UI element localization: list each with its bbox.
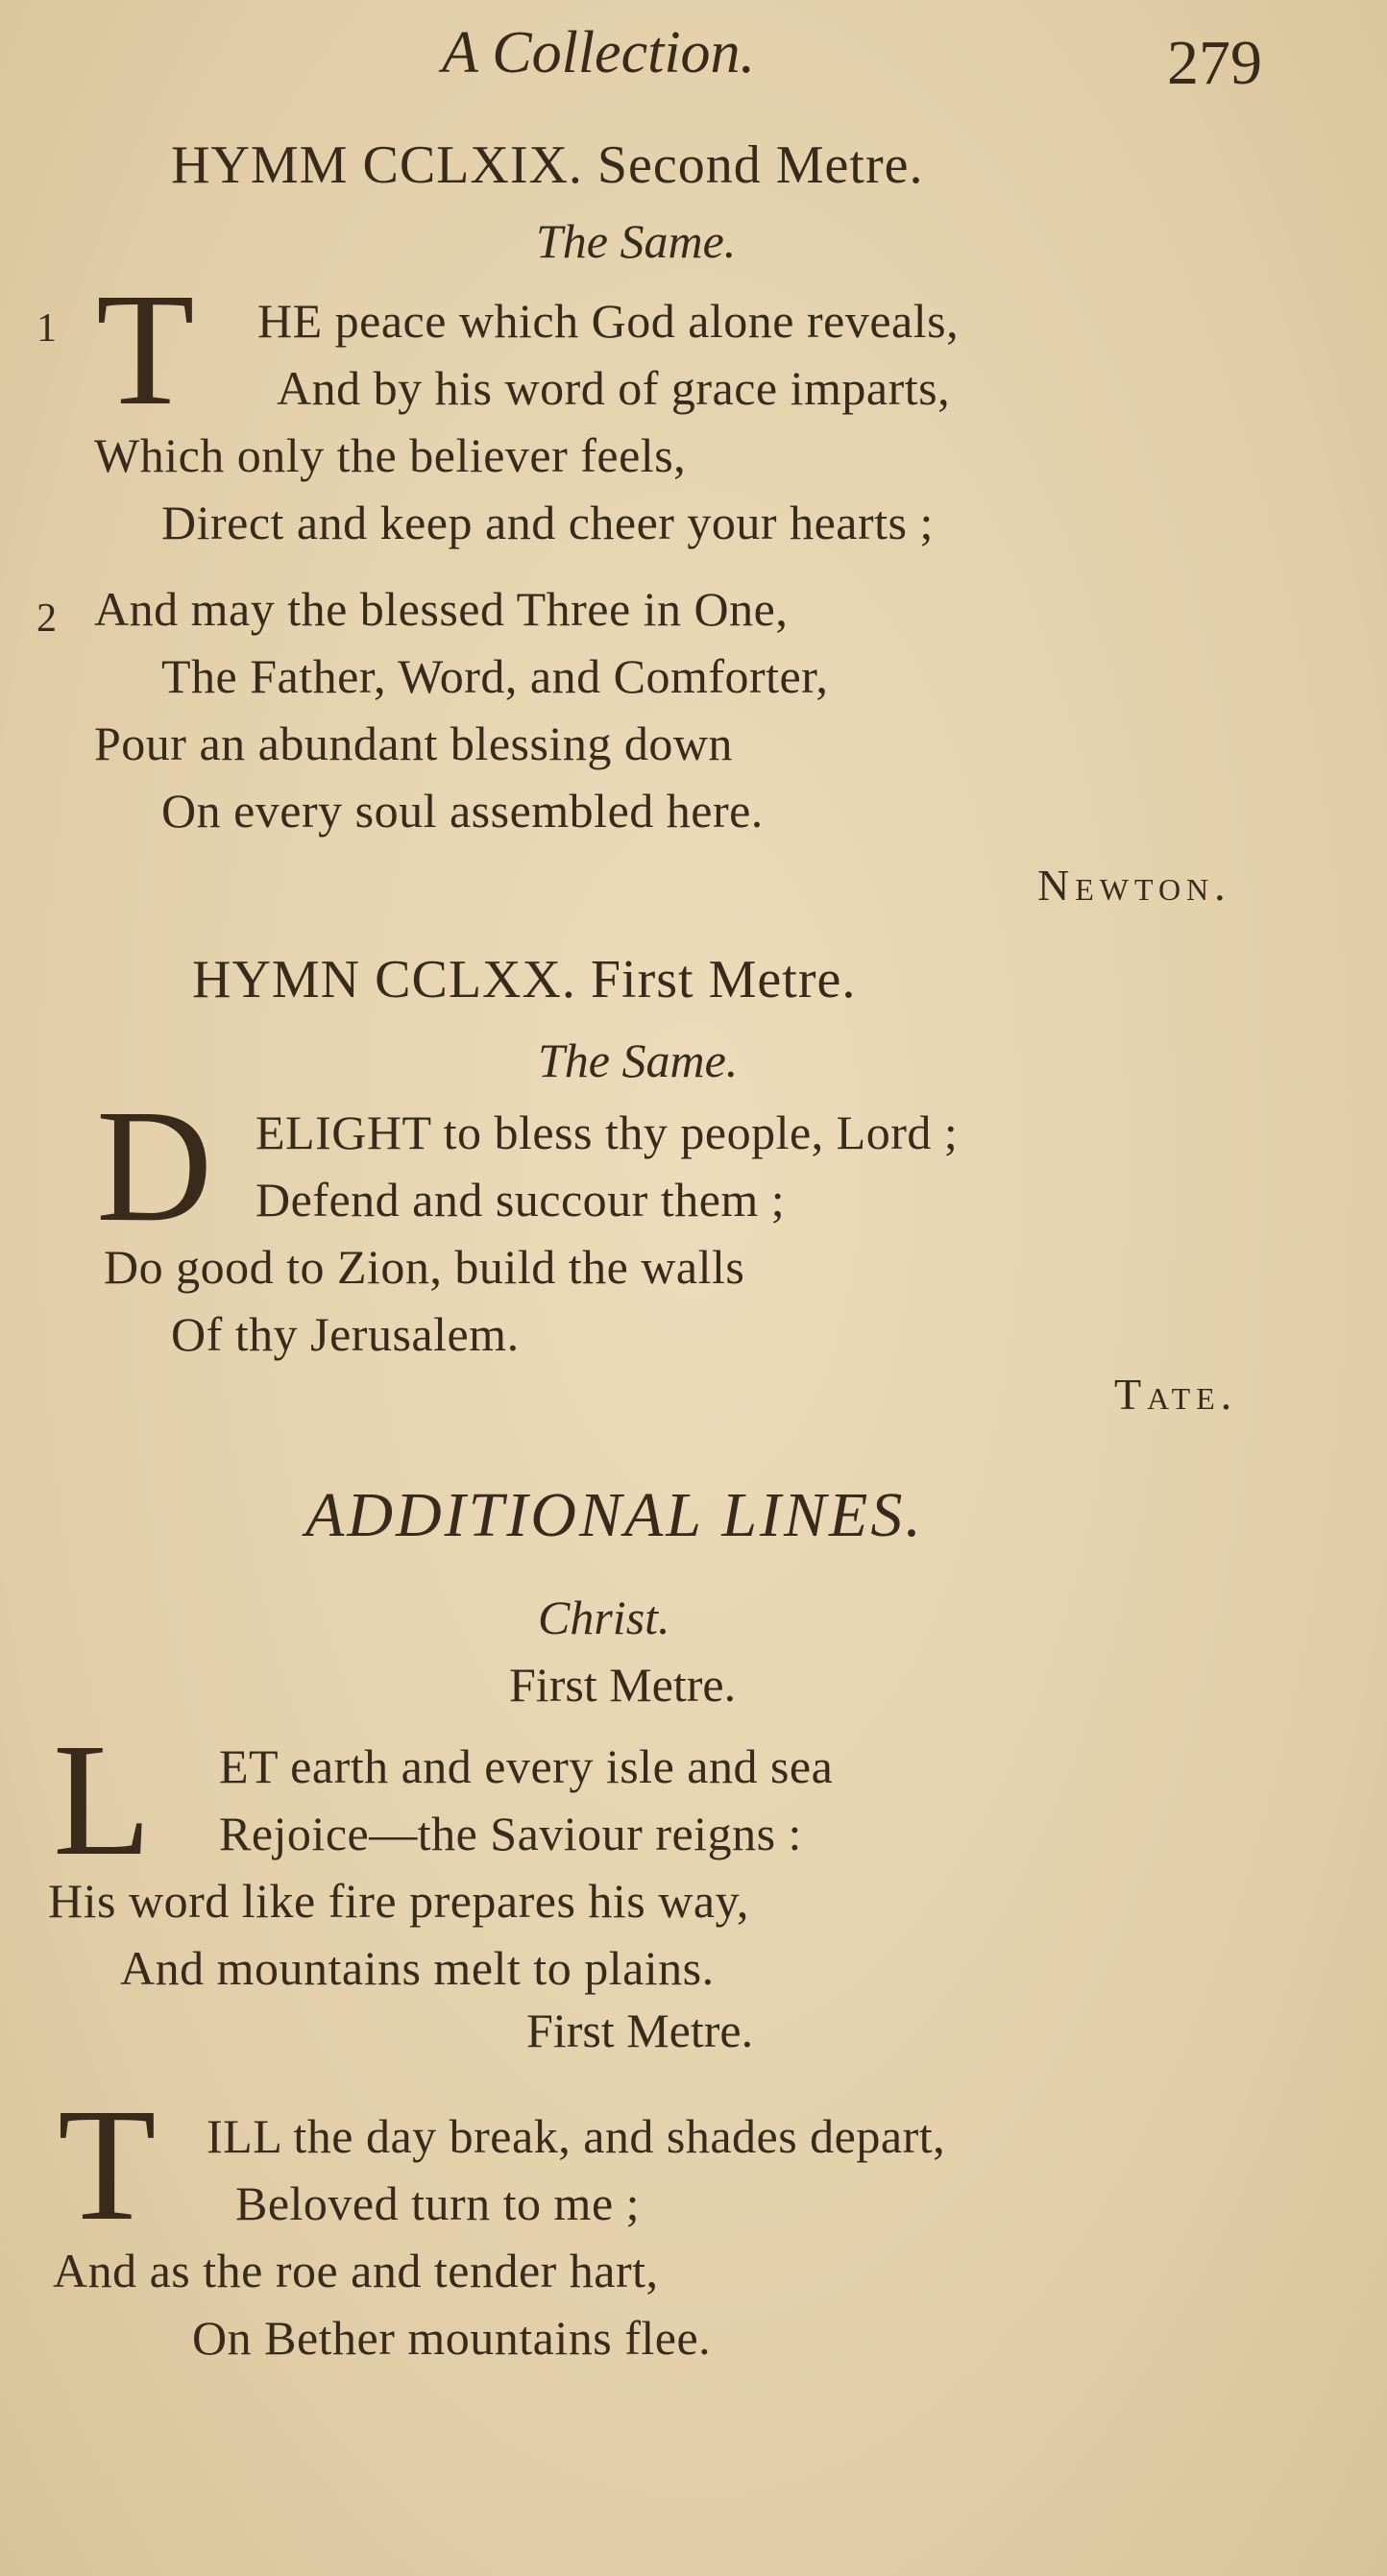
hymn-269-heading: HYMM CCLXIX. Second Metre.: [171, 135, 924, 195]
verse-number: 1: [36, 306, 57, 351]
verse-number: 2: [36, 596, 57, 641]
verse-line: Rejoice—the Saviour reigns :: [219, 1807, 802, 1860]
verse-line: HE peace which God alone reveals,: [257, 294, 960, 348]
verse-line: On Bether mountains flee.: [192, 2311, 712, 2365]
verse-line: And by his word of grace imparts,: [277, 361, 951, 415]
verse-line: Pour an abundant blessing down: [94, 717, 733, 770]
verse-line: And as the roe and tender hart,: [53, 2244, 659, 2297]
verse-line: The Father, Word, and Comforter,: [161, 649, 829, 703]
verse-line: And may the blessed Three in One,: [94, 582, 789, 636]
verse-line: Beloved turn to me ;: [235, 2176, 641, 2230]
verse-line: ELIGHT to bless thy people, Lord ;: [256, 1106, 959, 1159]
verse-line: On every soul assembled here.: [161, 784, 764, 838]
metre-label: First Metre.: [509, 1658, 737, 1712]
running-header-title: A Collection.: [442, 20, 756, 85]
page-number: 279: [1167, 28, 1262, 98]
verse-line: And mountains melt to plains.: [120, 1941, 715, 1995]
hymn-270-heading: HYMN CCLXX. First Metre.: [192, 950, 857, 1009]
verse-line: Which only the believer feels,: [94, 428, 687, 482]
hymn-269-subtitle: The Same.: [536, 214, 737, 268]
hymn-270-subtitle: The Same.: [538, 1033, 739, 1087]
verse-line: Of thy Jerusalem.: [171, 1307, 520, 1361]
section-title: ADDITIONAL LINES.: [305, 1480, 924, 1550]
section-subtitle: Christ.: [538, 1591, 670, 1644]
verse-line: His word like fire prepares his way,: [48, 1874, 749, 1928]
drop-cap: T: [96, 260, 195, 439]
hymn-270-author: Tate.: [1114, 1370, 1238, 1419]
verse-line: ET earth and every isle and sea: [219, 1739, 834, 1793]
drop-cap: D: [96, 1077, 213, 1255]
hymn-269-author: Newton.: [1037, 861, 1231, 910]
verse-line: ILL the day break, and shades depart,: [207, 2109, 946, 2163]
verse-line: Direct and keep and cheer your hearts ;: [161, 496, 934, 549]
metre-label: First Metre.: [526, 2004, 754, 2057]
verse-line: Do good to Zion, build the walls: [104, 1240, 745, 1294]
drop-cap: T: [58, 2076, 157, 2254]
drop-cap: L: [53, 1711, 152, 1889]
verse-line: Defend and succour them ;: [256, 1173, 786, 1227]
